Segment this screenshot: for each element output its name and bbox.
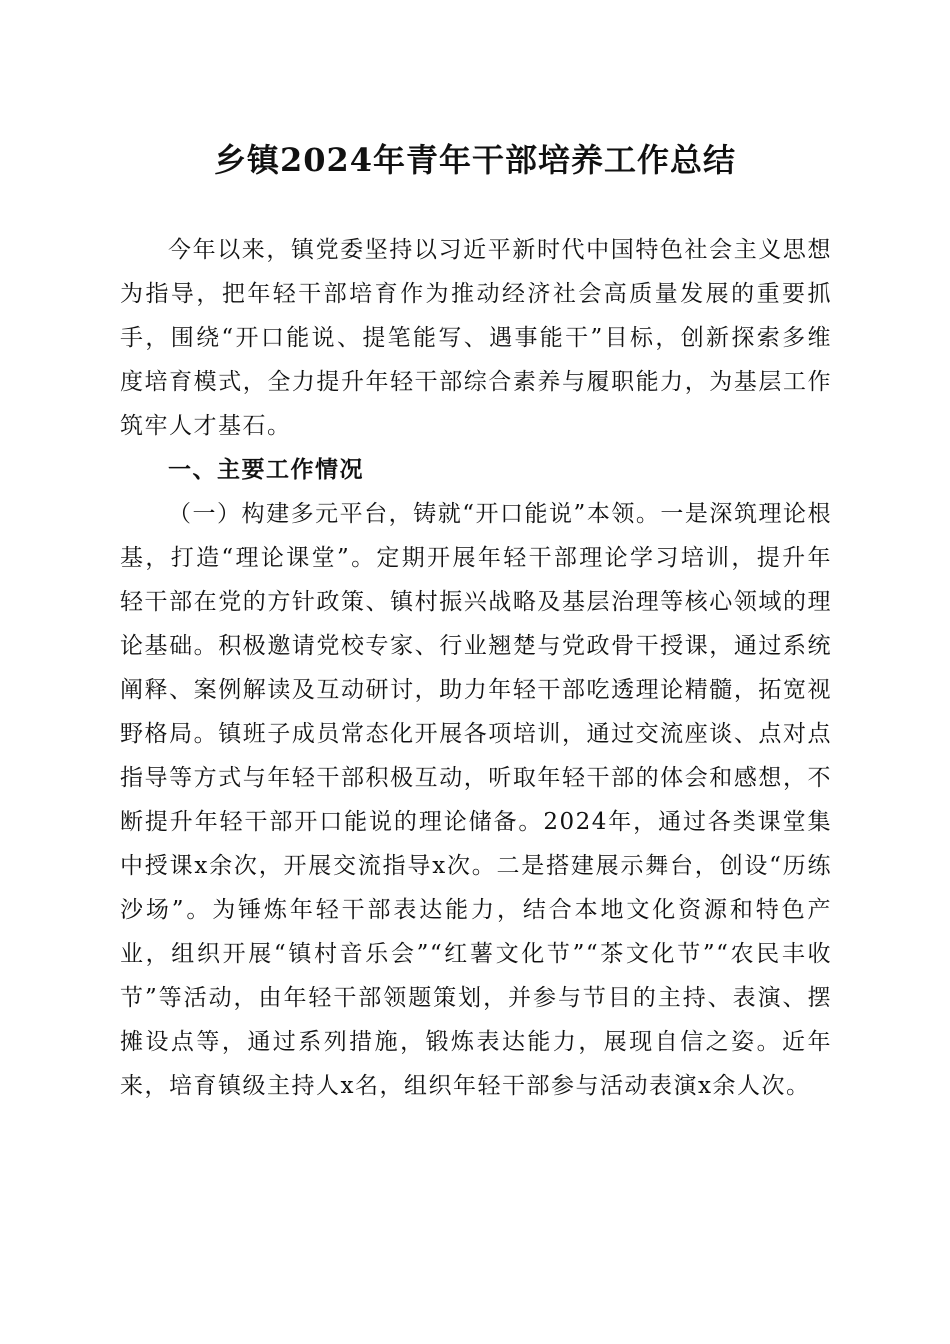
subsection-paragraph [120,492,832,1108]
subsection-body: 一是深筑理论根基，打造“理论课堂”。定期开展年轻干部理论学习培训，提升年轻干部在党的方针政策、镇村振兴战略及基层治理等核心领域的理论基础。积极邀请党校专家、行业翘楚与党政骨干授课，通过系统阐释、案例解读及互动研讨，助力年轻干部吃透理论精髓，拓宽视野格局。镇班子成员常态化开展各项培训，通过交流座谈、点对点指导等方式与年轻干部积极互动，听取年轻干部的体会和感想，不断提升年轻干部开口能说的理论储备。2024年，通过各类课堂集中授课x余次，开展交流指导x次。二是搭建展示舞台，创设“历练沙场”。为锤炼年轻干部表达能力，结合本地文化资源和特色产业，组织开展“镇村音乐会”“红薯文化节”“茶文化节”“农民丰收节”等活动，由年轻干部领题策划，并参与节目的主持、表演、摆摊设点等，通过系列措施，锻炼表达能力，展现自信之姿。近年来，培育镇级主持人x名，组织年轻干部参与活动表演x余人次。 [120,501,832,1099]
intro-paragraph: 今年以来，镇党委坚持以习近平新时代中国特色社会主义思想为指导，把年轻干部培育作为推动经济社会高质量发展的重要抓手，围绕“开口能说、提笔能写、遇事能干”目标，创新探索多维度培育模式，全力提升年轻干部综合素养与履职能力，为基层工作筑牢人才基石。 [120,237,832,439]
subsection-heading: （一）构建多元平台，铸就“开口能说”本领。 [168,501,661,527]
document-body [120,228,832,1108]
section-heading: 一、主要工作情况 [168,457,364,483]
document-title: 乡镇2024年青年干部培养工作总结 [213,141,737,179]
